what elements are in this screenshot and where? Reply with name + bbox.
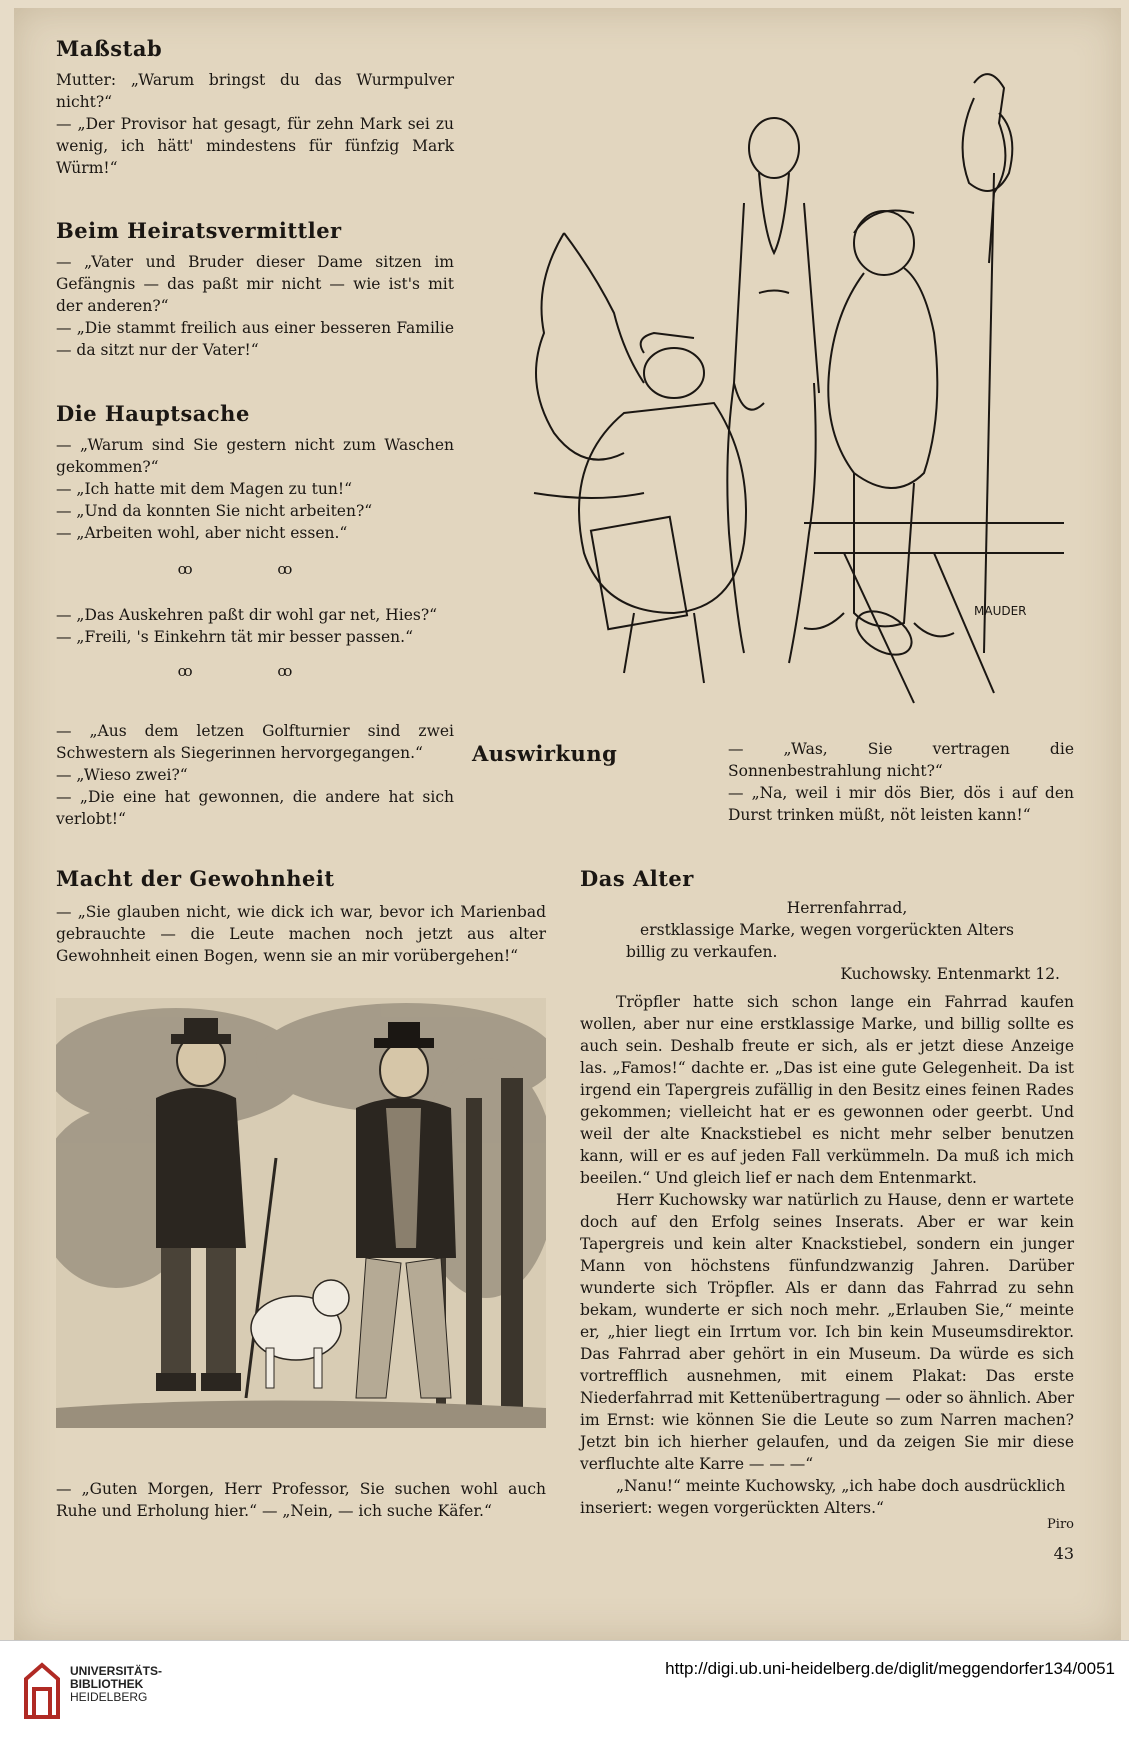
library-line-2: BIBLIOTHEK	[70, 1677, 144, 1691]
source-url[interactable]: http://digi.ub.uni-heidelberg.de/diglit/meggendorfer134/0051	[665, 1659, 1115, 1678]
section-alter	[580, 866, 1074, 1532]
hauptsache-line-1: — „Warum sind Sie gestern nicht zum Waschen gekommen?“	[56, 436, 454, 476]
massstab-line-1: Mutter: „Warum bringst du das Wurmpulver nicht?“	[56, 71, 454, 111]
hauptsache-title: Die Hauptsache	[56, 401, 250, 426]
library-name	[70, 1665, 230, 1704]
heirat-line-1: — „Vater und Bruder dieser Dame sitzen im Gefängnis — das paßt mir nicht — wie ist's mit der anderen?“	[56, 253, 454, 315]
massstab-title: Maßstab	[56, 36, 163, 61]
section-hauptsache	[56, 401, 454, 580]
ad-line-2: erstklassige Marke, wegen vorgerückten Alters	[640, 921, 1014, 939]
gewohnheit-title: Macht der Gewohnheit	[56, 866, 335, 891]
ornament-divider: ꝏ ꝏ	[177, 560, 333, 578]
illustration-signature: MAUDER	[974, 604, 1027, 618]
professor-caption: — „Guten Morgen, Herr Professor, Sie suchen wohl auch Ruhe und Erholung hier.“ — „Nein, — ich suche Käfer.“	[56, 1480, 546, 1520]
heirat-line-2: — „Die stammt freilich aus einer besseren Familie — da sitzt nur der Vater!“	[56, 319, 454, 359]
ad-line-4: Kuchowsky. Entenmarkt 12.	[840, 965, 1060, 983]
library-line-1: UNIVERSITÄTS-	[70, 1664, 163, 1678]
viewer-footer	[0, 1640, 1129, 1738]
gewohnheit-line-1: — „Sie glauben nicht, wie dick ich war, bevor ich Marienbad gebrauchte — die Leute machen noch jetzt aus alter Gewohnheit einen Bogen, wenn sie an mir vorübergehen!“	[56, 903, 546, 965]
ad-line-1: Herrenfahrrad,	[786, 899, 908, 917]
library-logo-icon	[22, 1659, 62, 1721]
ad-line-3: billig zu verkaufen.	[626, 943, 778, 961]
ornament-divider: ꝏ ꝏ	[177, 662, 333, 680]
magazine-page	[14, 8, 1121, 1640]
hauptsache-line-4: — „Arbeiten wohl, aber nicht essen.“	[56, 524, 348, 542]
auswirkung-line-2: — „Na, weil i mir dös Bier, dös i auf den Durst trinken müßt, nöt leisten kann!“	[728, 784, 1074, 824]
golf-line-1: — „Aus dem letzen Golfturnier sind zwei Schwestern als Siegerinnen hervorgegangen.“	[56, 722, 454, 762]
section-gewohnheit	[56, 866, 546, 967]
classified-ad	[580, 897, 1074, 985]
page-number: 43	[1053, 1544, 1074, 1563]
golf-line-3: — „Die eine hat gewonnen, die andere hat sich verlobt!“	[56, 788, 454, 828]
heirat-title: Beim Heiratsvermittler	[56, 218, 342, 243]
alter-paragraph-2: Herr Kuchowsky war natürlich zu Hause, denn er wartete doch auf den Erfolg seines Inserats. Aber er war kein Tapergreis und kein alter Knackstiebel, sondern ein junger Mann von höchstens fünfundzwanzig Jahren. Darüber wunderte sich Tröpfler. Als er dann das Fahrrad zu sehn bekam, wunderte er sich noch mehr. „Erlauben Sie,“ meinte er, „hier liegt ein Irrtum vor. Ich bin kein Museumsdirektor. Das Fahrrad aber gehört in ein Museum. Da würde es sich vortrefflich ausnehmen, mit einem Plakat: Das erste Niederfahrrad mit Kettenübertragung — oder so ähnlich. Aber im Ernst: wie können Sie die Leute so zum Narren machen? Jetzt bin ich hierher gelaufen, und da zeigen Sie mir diese verfluchte alte Karre — — —“	[580, 1191, 1074, 1473]
auswirkung-title: Auswirkung	[472, 741, 618, 766]
auskehren-line-2: — „Freili, 's Einkehrn tät mir besser passen.“	[56, 628, 413, 646]
alter-paragraph-1: Tröpfler hatte sich schon lange ein Fahrrad kaufen wollen, aber nur eine erstklassige Marke, und billig sollte es auch sein. Deshalb freute er sich, als er jetzt diese Anzeige las. „Famos!“ dachte er. „Das ist eine gute Gelegenheit. Da ist irgend ein Tapergreis zufällig in den Besitz eines feinen Rades gekommen; vielleicht hat er es gewonnen oder geerbt. Und weil der alte Knackstiebel es nicht mehr selber benutzen kann, will er es auf jeden Fall verkümmeln. Da muß ich mich beeilen.“ Und gleich lief er nach dem Entenmarkt.	[580, 993, 1074, 1187]
library-line-3: HEIDELBERG	[70, 1690, 148, 1704]
alter-paragraph-3: „Nanu!“ meinte Kuchowsky, „ich habe doch ausdrücklich inseriert: wegen vorgerückten Alters.“	[580, 1477, 1066, 1517]
auswirkung-title-block	[472, 741, 622, 766]
section-auswirkung	[728, 738, 1074, 826]
professor-illustration	[56, 998, 546, 1428]
auskehren-line-1: — „Das Auskehren paßt dir wohl gar net, Hies?“	[56, 606, 438, 624]
hauptsache-line-2: — „Ich hatte mit dem Magen zu tun!“	[56, 480, 353, 498]
alter-title: Das Alter	[580, 866, 694, 891]
section-heirat	[56, 218, 454, 361]
golf-line-2: — „Wieso zwei?“	[56, 766, 188, 784]
massstab-line-2: — „Der Provisor hat gesagt, für zehn Mark sei zu wenig, ich hätt' mindestens für fünfzig Mark Würm!“	[56, 115, 454, 177]
hauptsache-line-3: — „Und da konnten Sie nicht arbeiten?“	[56, 502, 373, 520]
sunbathing-illustration	[474, 53, 1064, 733]
section-golf	[56, 720, 454, 830]
alter-author: Piro	[1047, 1517, 1074, 1532]
professor-caption-block	[56, 1478, 546, 1522]
section-massstab	[56, 36, 454, 179]
auswirkung-line-1: — „Was, Sie vertragen die Sonnenbestrahlung nicht?“	[728, 740, 1074, 780]
section-auskehren	[56, 604, 454, 682]
